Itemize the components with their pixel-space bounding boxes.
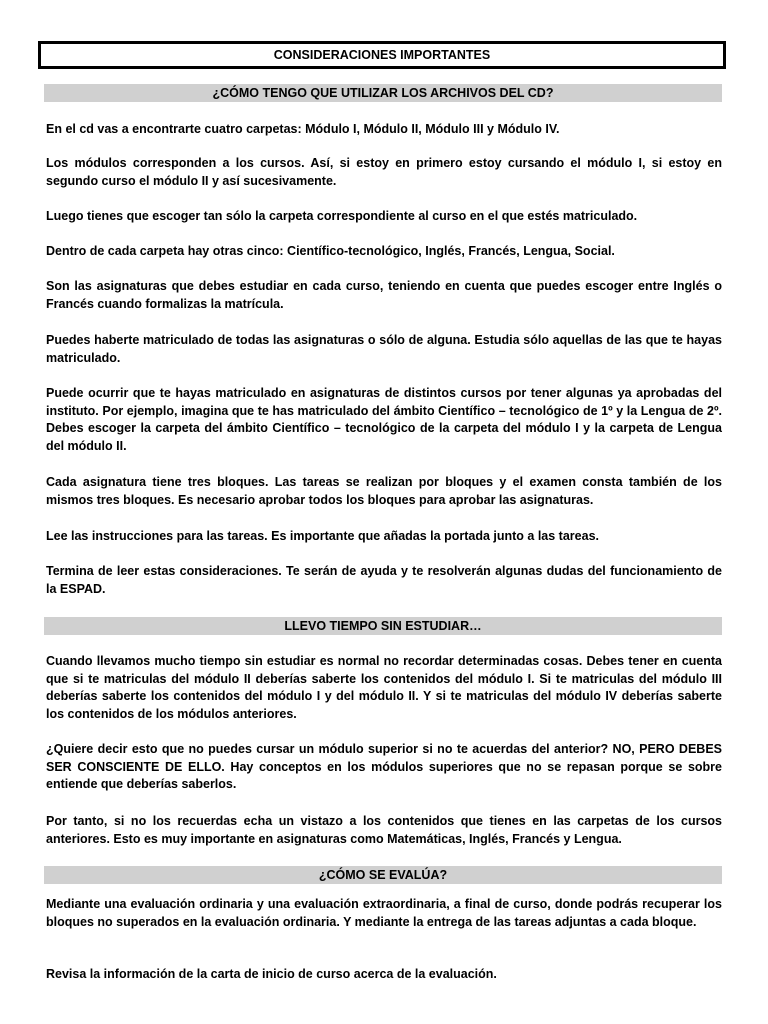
paragraph: En el cd vas a encontrarte cuatro carpetas: Módulo I, Módulo II, Módulo III y Módulo IV. [46,122,560,136]
paragraph: ¿Quiere decir esto que no puedes cursar un módulo superior si no te acuerdas del anterior? NO, PERO DEBES SER CONSCIENTE DE ELLO. Hay conceptos en los módulos superiores que no se repasan porque se sobre entiende que deberías saberlos. [46,742,722,791]
paragraph: Cada asignatura tiene tres bloques. Las tareas se realizan por bloques y el examen consta también de los mismos tres bloques. Es necesario aprobar todos los bloques para aprobar las asignaturas. [46,475,722,507]
document-title: CONSIDERACIONES IMPORTANTES [38,41,726,69]
paragraph: Son las asignaturas que debes estudiar en cada curso, teniendo en cuenta que puedes escoger entre Inglés o Francés cuando formalizas la matrícula. [46,279,722,311]
paragraph: Cuando llevamos mucho tiempo sin estudiar es normal no recordar determinadas cosas. Debes tener en cuenta que si te matriculas del módulo II deberías saberte los contenidos del módulo I. Si te matriculas del módulo III deberías saberte los contenidos del módulo I y del módulo II. Y si te matriculas del módulo IV deberías saberte los contenidos de los módulos anteriores. [46,654,722,721]
paragraph: Puede ocurrir que te hayas matriculado en asignaturas de distintos cursos por tener algunas ya aprobadas del instituto. Por ejemplo, imagina que te has matriculado del ámbito Científico – tecnológico de 1º y la Lengua de 2º. Debes escoger la carpeta del ámbito Científico – tecnológico de la carpeta del módulo I y la carpeta de Lengua del módulo II. [46,386,722,453]
paragraph: Mediante una evaluación ordinaria y una evaluación extraordinaria, a final de curso, donde podrás recuperar los bloques no superados en la evaluación ordinaria. Y mediante la entrega de las tareas adjuntas a cada bloque. [46,897,722,929]
section-heading-cd-files: ¿CÓMO TENGO QUE UTILIZAR LOS ARCHIVOS DEL CD? [44,84,722,102]
paragraph: Por tanto, si no los recuerdas echa un vistazo a los contenidos que tienes en las carpetas de los cursos anteriores. Esto es muy importante en asignaturas como Matemáticas, Inglés, Francés y Lengua. [46,814,722,846]
section-heading-study-gap: LLEVO TIEMPO SIN ESTUDIAR… [44,617,722,635]
paragraph: Dentro de cada carpeta hay otras cinco: Científico-tecnológico, Inglés, Francés, Lengua, Social. [46,244,615,258]
section-heading-evaluation: ¿CÓMO SE EVALÚA? [44,866,722,884]
paragraph: Puedes haberte matriculado de todas las asignaturas o sólo de alguna. Estudia sólo aquellas de las que te hayas matriculado. [46,333,722,365]
paragraph: Lee las instrucciones para las tareas. Es importante que añadas la portada junto a las tareas. [46,529,599,543]
paragraph: Termina de leer estas consideraciones. Te serán de ayuda y te resolverán algunas dudas del funcionamiento de la ESPAD. [46,564,722,596]
paragraph: Luego tienes que escoger tan sólo la carpeta correspondiente al curso en el que estés matriculado. [46,209,638,223]
paragraph: Revisa la información de la carta de inicio de curso acerca de la evaluación. [46,967,497,981]
paragraph: Los módulos corresponden a los cursos. Así, si estoy en primero estoy cursando el módulo I, si estoy en segundo curso el módulo II y así sucesivamente. [46,156,722,188]
